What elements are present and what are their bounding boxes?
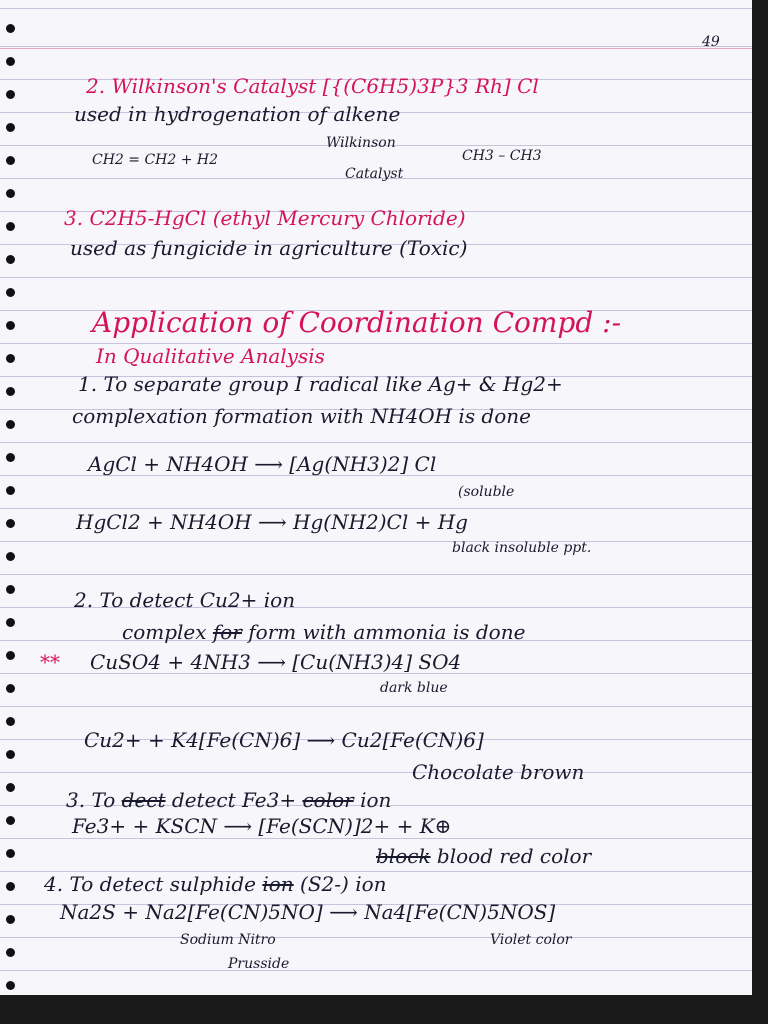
page-number: 49 [702,34,720,50]
binding-hole [6,123,15,132]
binding-hole [6,354,15,363]
binding-hole [6,618,15,627]
binding-hole [6,255,15,264]
binding-hole [6,90,15,99]
binding-hole [6,321,15,330]
binding-hole [6,915,15,924]
binding-hole [6,387,15,396]
note-chocolate: Chocolate brown [412,760,585,784]
line-kscn-reaction: Fe3+ + KSCN ⟶ [Fe(SCN)]2+ + K⊕ [72,814,452,838]
binding-hole [6,882,15,891]
note-sodium-nitro: Sodium Nitro [180,932,276,948]
binding-hole [6,783,15,792]
binding-hole [6,57,15,66]
line-ethane-product: CH3 – CH3 [462,148,542,164]
binding-hole [6,816,15,825]
line-nitroprusside-reaction: Na2S + Na2[Fe(CN)5NO] ⟶ Na4[Fe(CN)5NOS] [60,900,556,924]
note-dark-blue: dark blue [380,680,448,696]
spiral-binding [0,0,22,995]
note-violet: Violet color [490,932,572,948]
line-hydrogenation: used in hydrogenation of alkene [74,102,401,126]
line-detect-fe: 3. To dect detect Fe3+ color ion [66,788,392,812]
binding-hole [6,453,15,462]
line-wilkinson-catalyst: 2. Wilkinson's Catalyst [{(C6H5)3P}3 Rh] Cl [86,74,539,98]
binding-hole [6,24,15,33]
binding-hole [6,684,15,693]
binding-hole [6,156,15,165]
binding-hole [6,519,15,528]
binding-hole [6,420,15,429]
line-ferrocyanide: Cu2+ + K4[Fe(CN)6] ⟶ Cu2[Fe(CN)6] [84,728,484,752]
line-complexation: complexation formation with NH4OH is done [72,404,531,428]
line-cuso4-reaction: CuSO4 + 4NH3 ⟶ [Cu(NH3)4] SO4 [90,650,462,674]
binding-hole [6,288,15,297]
note-black-ppt: black insoluble ppt. [452,540,592,556]
note-soluble: (soluble [458,484,515,500]
binding-hole [6,750,15,759]
star-mark: ** [40,650,60,674]
note-blood-red: block blood red color [376,844,592,868]
note-prusside: Prusside [228,956,290,972]
arrow-label-top: Wilkinson [326,135,396,151]
line-fungicide: used as fungicide in agriculture (Toxic) [70,236,468,260]
binding-hole [6,552,15,561]
binding-hole [6,189,15,198]
binding-hole [6,222,15,231]
line-agcl-reaction: AgCl + NH4OH ⟶ [Ag(NH3)2] Cl [88,452,437,476]
binding-hole [6,849,15,858]
binding-hole [6,948,15,957]
line-detect-sulphide: 4. To detect sulphide ion (S2-) ion [44,872,387,896]
line-hgcl2-reaction: HgCl2 + NH4OH ⟶ Hg(NH2)Cl + Hg [76,510,468,534]
line-detect-cu: 2. To detect Cu2+ ion [74,588,296,612]
line-complex-form: complex for form with ammonia is done [122,620,526,644]
heading-application: Application of Coordination Compd :- [92,306,622,339]
subheading-qualitative: In Qualitative Analysis [96,344,325,368]
binding-hole [6,651,15,660]
line-separate-group: 1. To separate group I radical like Ag+ & Hg2+ [78,372,563,396]
top-margin-line [0,48,752,49]
line-ethyl-mercury: 3. C2H5-HgCl (ethyl Mercury Chloride) [64,206,466,230]
binding-hole [6,585,15,594]
arrow-label-bottom: Catalyst [345,166,404,182]
binding-hole [6,981,15,990]
line-ethene-reaction: CH2 = CH2 + H2 [92,152,219,168]
binding-hole [6,486,15,495]
binding-hole [6,717,15,726]
